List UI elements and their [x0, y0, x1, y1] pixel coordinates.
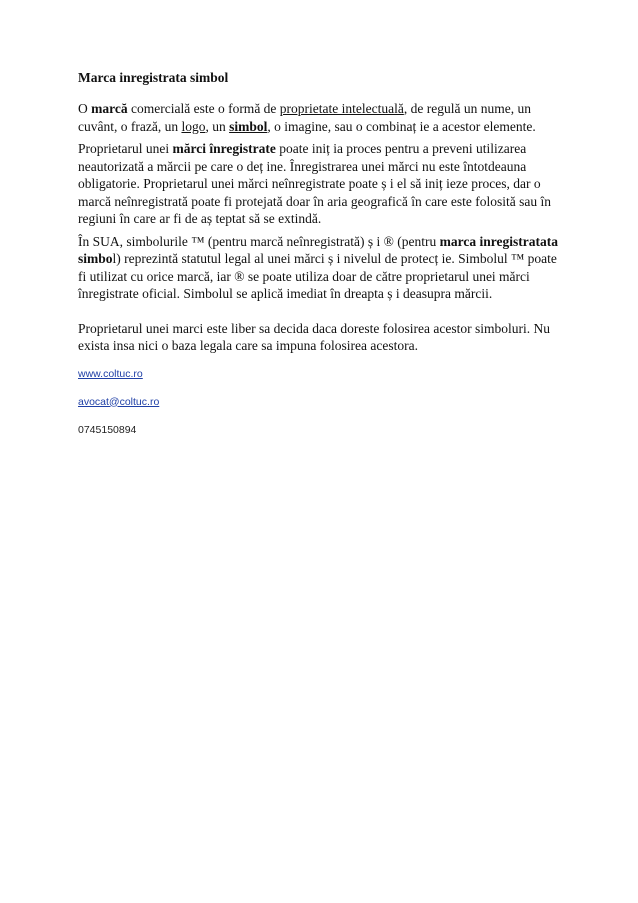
text: , de regulă un nume, un cuvânt, o frază, un	[78, 101, 531, 134]
contact-phone: 0745150894	[78, 423, 137, 436]
document-title: Marca inregistrata simbol	[78, 70, 229, 85]
website-link[interactable]: www.coltuc.ro	[78, 367, 143, 380]
text: poate iniț ia proces pentru a preveni utilizarea neautorizată a mărcii pe care o deț ine. Înregistrarea unei mărci nu este întotdeauna obligatorie. Proprietarul unei mărci neînregistrate poate ș i el să iniț ieze proces, dar o marcă neînregistrată poate fi protejată doar în aria geografică în care este folosită sau în regiuni în care ar fi de aș teptat să se extindă.	[78, 141, 552, 226]
text: , o imagine, sau o combinaț ie a acestor elemente.	[267, 118, 536, 134]
bold-term-marca-inregistrata: marca inregistratata simbo	[78, 233, 558, 266]
text: , un	[205, 118, 230, 134]
paragraph-definition	[78, 100, 558, 135]
contact-email	[78, 396, 558, 409]
bold-term-marci-inregistrate: mărci înregistrate	[172, 141, 276, 156]
text: O	[78, 101, 92, 116]
link-logo[interactable]: logo	[181, 118, 206, 134]
email-link[interactable]: avocat@coltuc.ro	[78, 395, 160, 408]
link-simbol[interactable]: simbol	[229, 118, 268, 134]
link-proprietate-intelectuala[interactable]: proprietate intelectuală	[279, 101, 404, 116]
text: Proprietarul unei	[78, 141, 173, 156]
text: comercială este o formă de	[127, 101, 280, 116]
paragraph-usa-symbols	[78, 233, 558, 303]
paragraph-registered-owner	[78, 140, 558, 228]
bold-term-marca: marcă	[91, 101, 128, 116]
text: l) reprezintă statutul legal al unei mărci ș i nivelul de protecț ie. Simbolul ™ poate fi utilizat cu orice marcă, iar ® se poate utiliza doar de către proprietarul unei mărci înregistrate oficial. Simbolul se aplică imediat în dreapta ș i deasupra mărcii.	[78, 251, 557, 301]
contact-website	[78, 368, 558, 381]
text: În SUA, simbolurile ™ (pentru marcă neînregistrată) ș i ® (pentru	[78, 233, 440, 249]
document-body	[78, 70, 558, 437]
paragraph-owner-freedom: Proprietarul unei marci este liber sa decida daca doreste folosirea acestor simboluri. Nu exista insa nici o baza legala care sa impuna folosirea acestora.	[78, 320, 550, 353]
